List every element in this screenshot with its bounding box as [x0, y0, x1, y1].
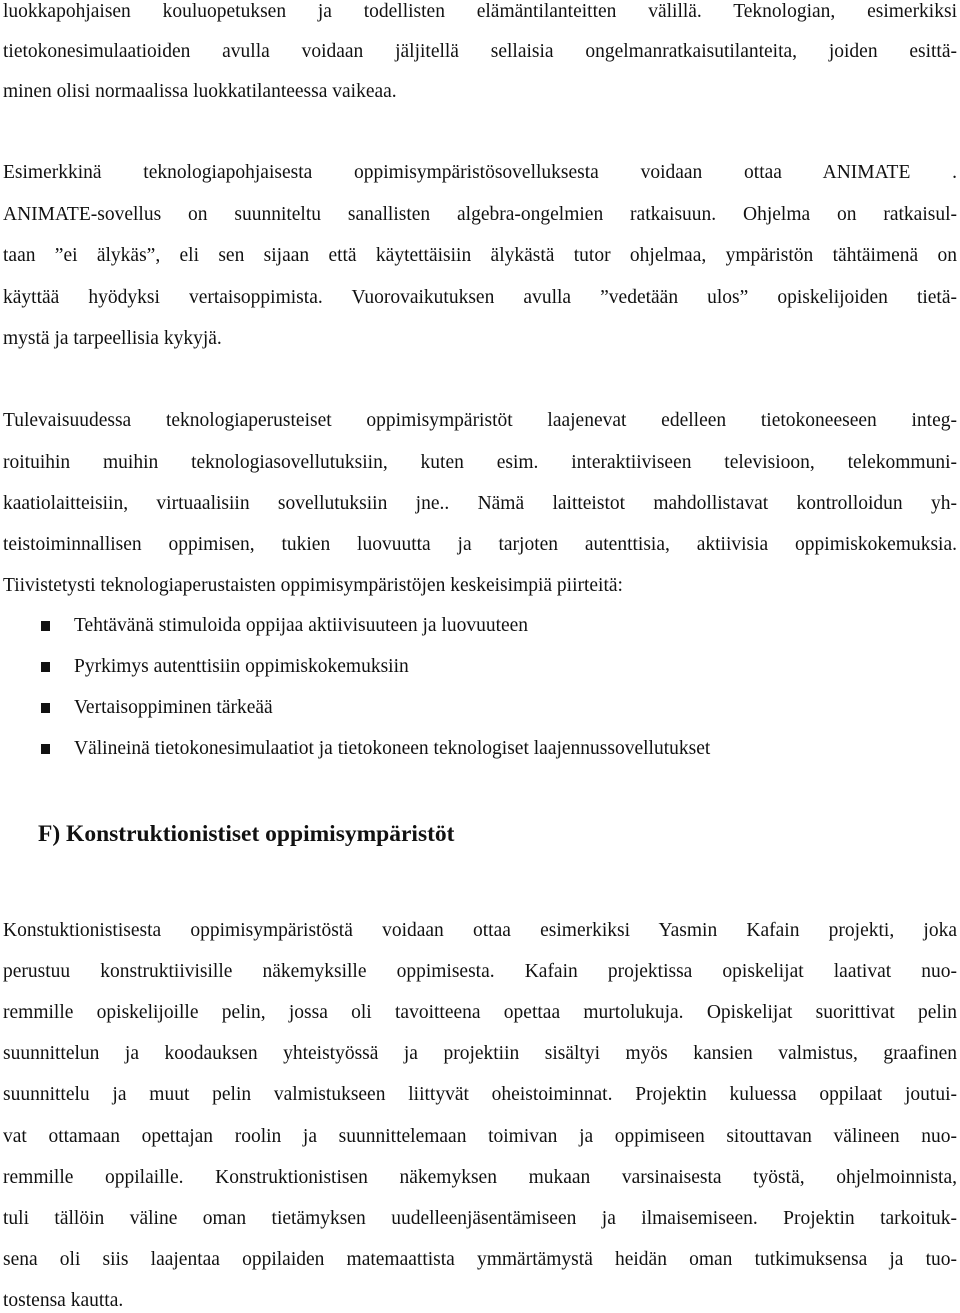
text-line: Esimerkkinä teknologiapohjaisesta oppimisympäristösovelluksesta voidaan ottaa ANIMATE .: [3, 162, 957, 183]
list-item-text: Tehtävänä stimuloida oppijaa aktiivisuuteen ja luovuuteen: [74, 615, 529, 636]
text-line: Konstuktionistisesta oppimisympäristöstä voidaan ottaa esimerkiksi Yasmin Kafain projekti, joka: [3, 920, 957, 941]
text-line: mystä ja tarpeellisia kykyjä.: [3, 328, 222, 349]
text-line: suunnittelu ja muut pelin valmistukseen liittyvät oheistoiminnat. Projektin kuluessa oppilaat joutui-: [3, 1084, 957, 1105]
text-line: tuli tällöin väline oman tietämyksen uudelleenjäsentämiseen ja ilmaisemiseen. Projektin tarkoituk-: [3, 1208, 957, 1229]
text-line: Tulevaisuudessa teknologiaperusteiset oppimisympäristöt laajenevat edelleen tietokoneeseen integ-: [3, 410, 957, 431]
text-line: ANIMATE-sovellus on suunniteltu sanallisten algebra-ongelmien ratkaisuun. Ohjelma on ratkaisul-: [3, 204, 957, 225]
text-line: teistoiminnallisen oppimisen, tukien luovuutta ja tarjoten autenttisia, aktiivisia oppimiskokemuksia.: [3, 534, 957, 555]
section-heading: F) Konstruktionistiset oppimisympäristöt: [38, 821, 455, 847]
text-line: käyttää hyödyksi vertaisoppimista. Vuorovaikutuksen avulla ”vedetään ulos” opiskelijoiden tietä-: [3, 287, 957, 308]
text-line: sena oli siis laajentaa oppilaiden matemaattista ymmärtämystä heidän oman tutkimuksensa ja tuo-: [3, 1249, 957, 1270]
square-bullet-icon: [41, 703, 50, 713]
text-line: luokkapohjaisen kouluopetuksen ja todellisten elämäntilanteitten välillä. Teknologian, esimerkiksi: [3, 1, 957, 22]
list-item-text: Vertaisoppiminen tärkeää: [74, 697, 273, 718]
text-line: kaatiolaitteisiin, virtuaalisiin sovellutuksiin jne.. Nämä laitteistot mahdollistavat kontrolloidun yh-: [3, 493, 957, 514]
text-line: Tiivistetysti teknologiaperustaisten oppimisympäristöjen keskeisimpiä piirteitä:: [3, 575, 623, 596]
text-line: remmille opiskelijoille pelin, jossa oli tavoitteena opettaa murtolukuja. Opiskelijat suorittivat pelin: [3, 1002, 957, 1023]
text-line: tostensa kautta.: [3, 1290, 124, 1311]
square-bullet-icon: [41, 621, 50, 631]
text-line: suunnittelun ja koodauksen yhteistyössä ja projektiin sisältyi myös kansien valmistus, graafinen: [3, 1043, 957, 1064]
square-bullet-icon: [41, 744, 50, 754]
text-line: tietokonesimulaatioiden avulla voidaan jäljitellä sellaisia ongelmanratkaisutilanteita, joiden esittä-: [3, 41, 957, 62]
list-item-text: Välineinä tietokonesimulaatiot ja tietokoneen teknologiset laajennussovellutukset: [74, 738, 711, 759]
text-line: minen olisi normaalissa luokkatilanteessa vaikeaa.: [3, 81, 397, 102]
text-line: vat ottamaan opettajan roolin ja suunnittelemaan toimivan ja oppimiseen sitouttavan välineen nuo-: [3, 1126, 957, 1147]
text-line: perustuu konstruktiivisille näkemyksille oppimisesta. Kafain projektissa opiskelijat laativat nuo-: [3, 961, 957, 982]
text-line: taan ”ei älykäs”, eli sen sijaan että käytettäisiin älykästä tutor ohjelmaa, ympäristön tähtäimenä on: [3, 245, 957, 266]
list-item-text: Pyrkimys autenttisiin oppimiskokemuksiin: [74, 656, 409, 677]
square-bullet-icon: [41, 662, 50, 672]
text-line: roituihin muihin teknologiasovellutuksiin, kuten esim. interaktiiviseen televisioon, telekommuni-: [3, 452, 957, 473]
text-line: remmille oppilaille. Konstruktionistisen näkemyksen mukaan varsinaisesta työstä, ohjelmoinnista,: [3, 1167, 957, 1188]
